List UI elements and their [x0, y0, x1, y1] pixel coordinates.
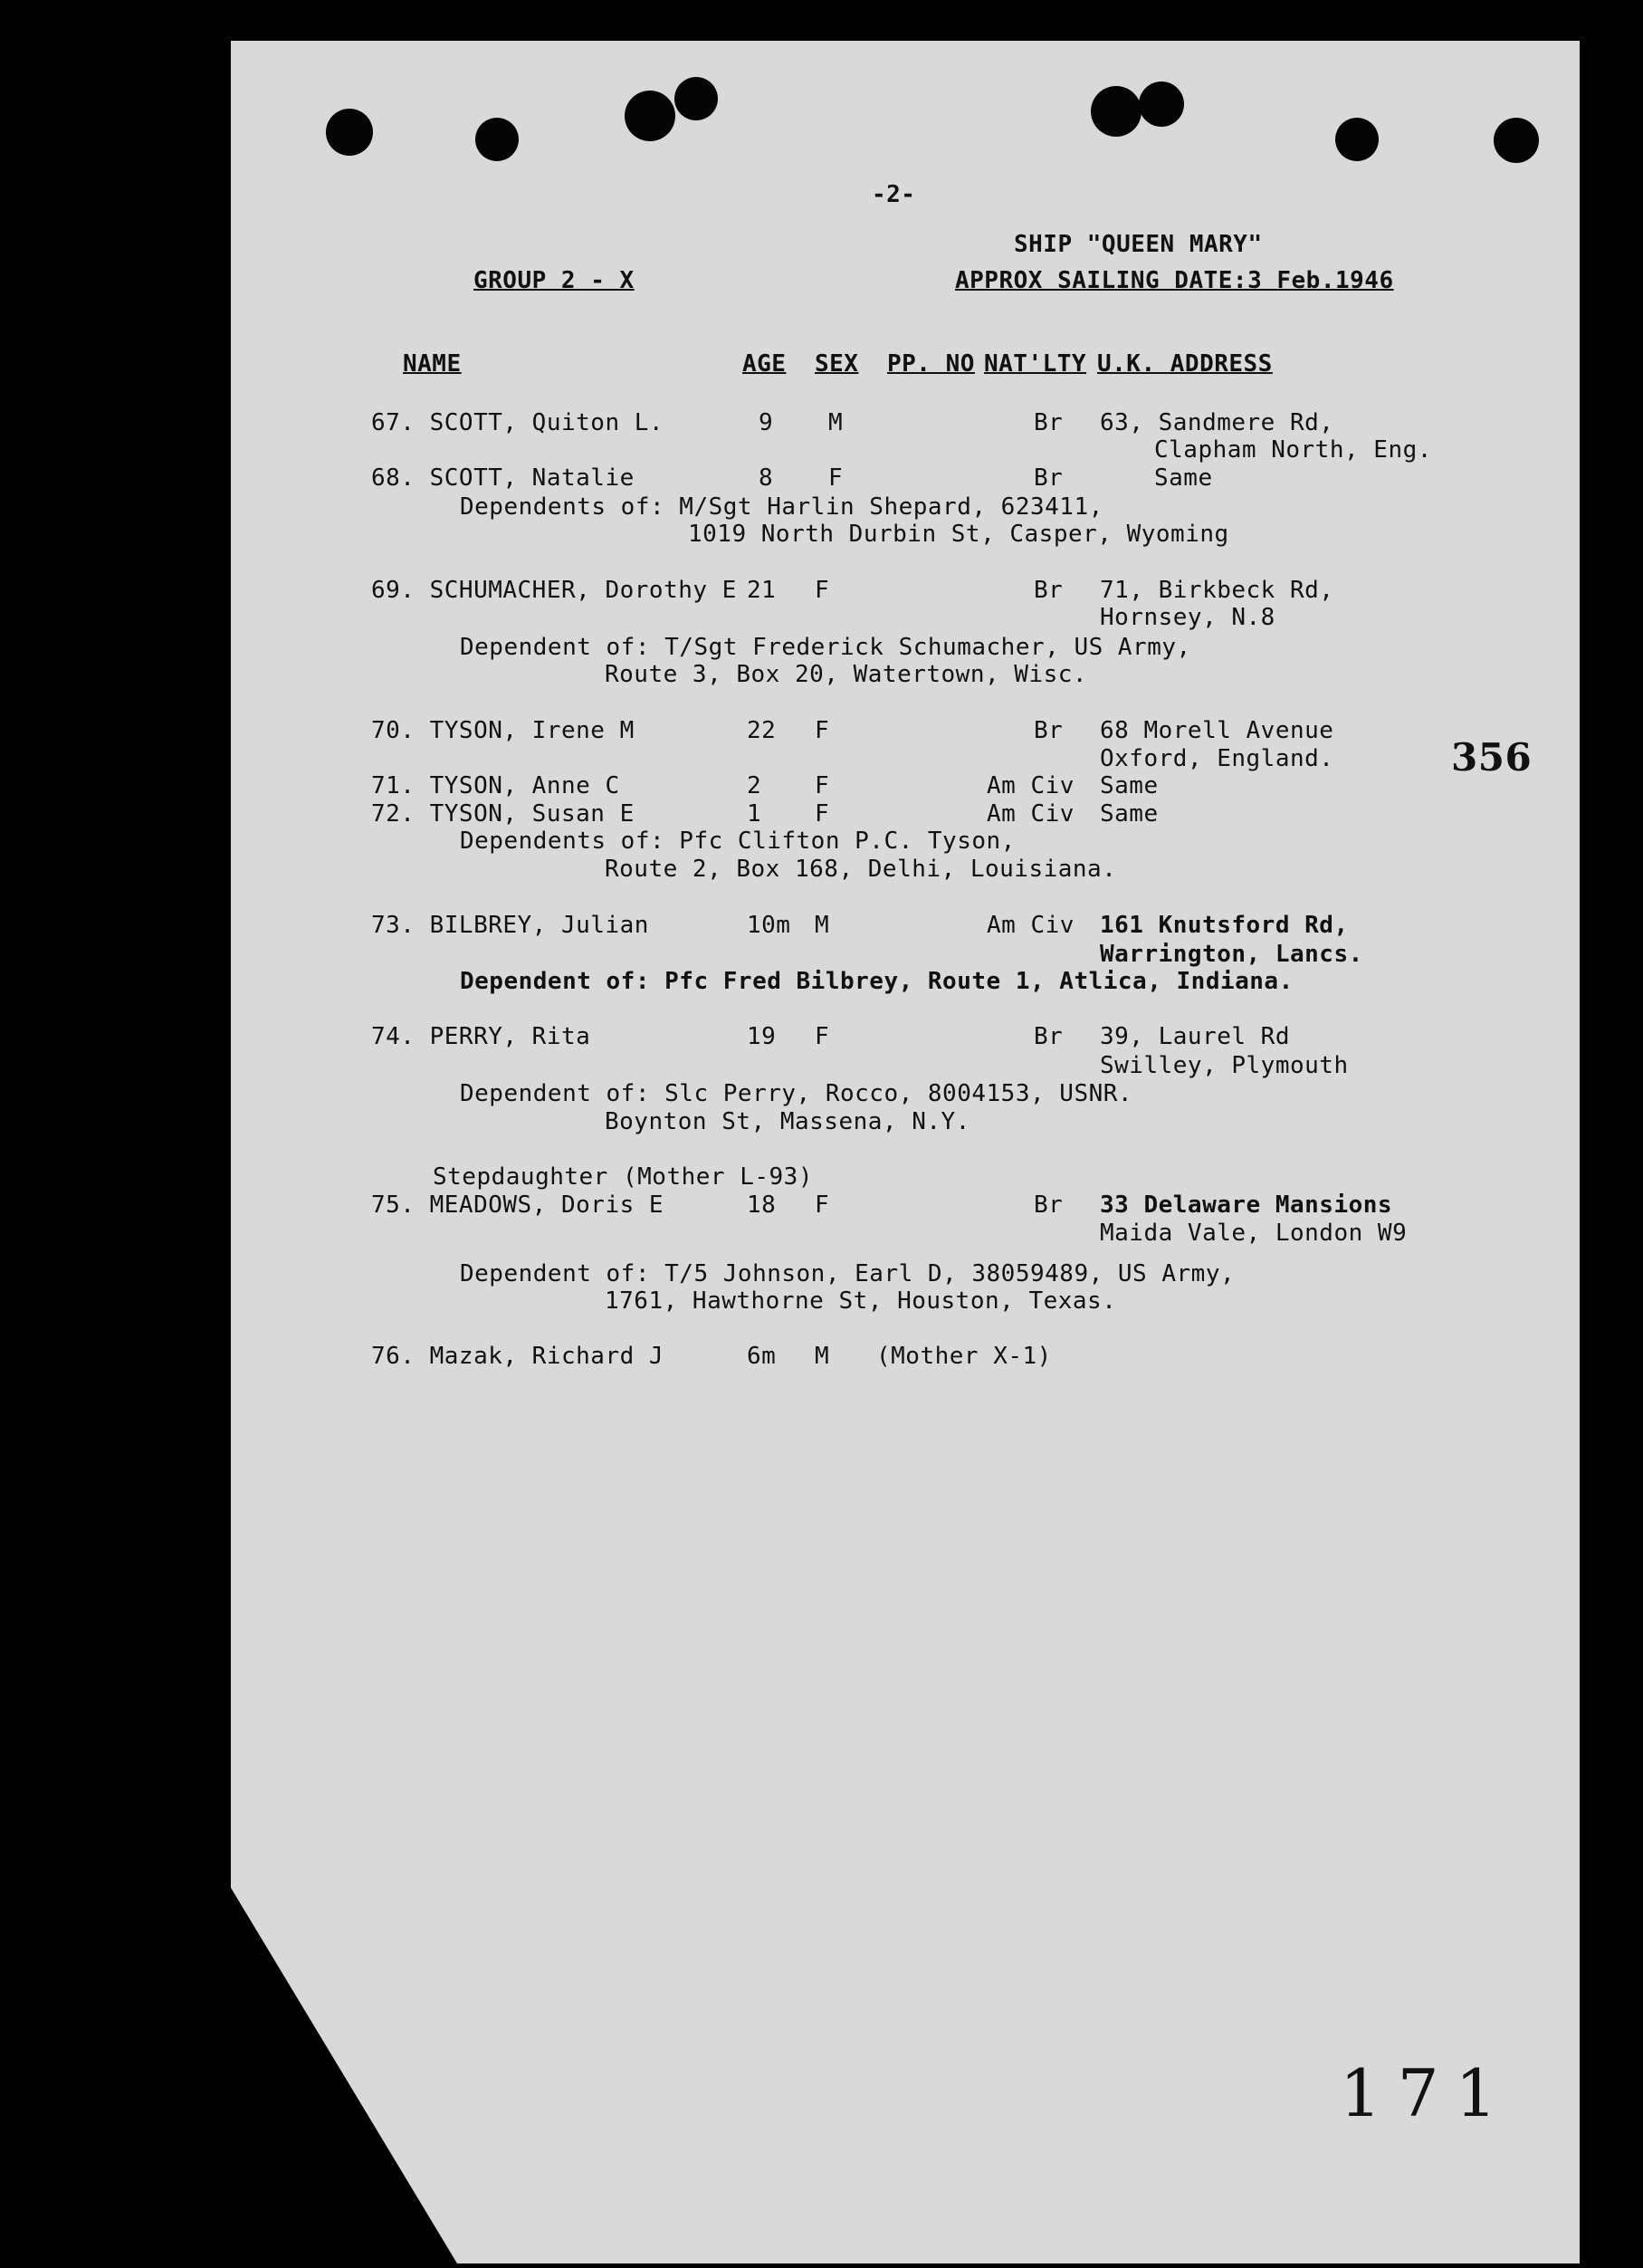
- relationship-note: Stepdaughter (Mother L-93): [433, 1163, 813, 1191]
- col-header-sex: SEX: [815, 350, 859, 378]
- entry-sex: F: [815, 577, 830, 604]
- entry-sex: F: [815, 1191, 830, 1219]
- punch-hole: [1139, 81, 1184, 127]
- entry-age: 1: [747, 800, 762, 828]
- entry-sex: M: [815, 912, 830, 939]
- entry-name: 73. BILBREY, Julian: [371, 912, 649, 939]
- col-header-name: NAME: [403, 350, 462, 378]
- dependent-line: 1761, Hawthorne St, Houston, Texas.: [605, 1287, 1117, 1315]
- dependent-line: Dependent of: Pfc Fred Bilbrey, Route 1, Atlica, Indiana.: [460, 968, 1294, 995]
- dependent-line: Dependents of: M/Sgt Harlin Shepard, 623411,: [460, 493, 1103, 521]
- punch-hole: [475, 118, 519, 161]
- entry-name: 75. MEADOWS, Doris E: [371, 1191, 664, 1219]
- entry-nationality: Br: [1034, 1023, 1064, 1050]
- entry-sex: M: [815, 1343, 830, 1370]
- dependent-line: Boynton St, Massena, N.Y.: [605, 1108, 970, 1135]
- entry-address: 63, Sandmere Rd,: [1100, 409, 1334, 436]
- entry-address: Same: [1100, 772, 1159, 799]
- dependent-line: Dependent of: T/Sgt Frederick Schumacher, US Army,: [460, 634, 1191, 661]
- handwritten-folio: 171: [1340, 2055, 1514, 2131]
- entry-address: 33 Delaware Mansions: [1100, 1191, 1393, 1219]
- entry-sex: F: [828, 464, 844, 492]
- entry-address: 68 Morell Avenue: [1100, 717, 1334, 744]
- entry-name: 74. PERRY, Rita: [371, 1023, 591, 1050]
- entry-address: Swilley, Plymouth: [1100, 1052, 1349, 1079]
- punch-hole: [326, 109, 373, 156]
- entry-address: Same: [1154, 464, 1213, 492]
- col-header-age: AGE: [742, 350, 787, 378]
- entry-address: Clapham North, Eng.: [1154, 436, 1432, 464]
- entry-nationality: Br: [1034, 464, 1064, 492]
- entry-nationality: Br: [1034, 409, 1064, 436]
- punch-hole: [1494, 118, 1539, 163]
- entry-name: 72. TYSON, Susan E: [371, 800, 635, 828]
- entry-nationality: Am Civ: [987, 800, 1075, 828]
- entry-address: Maida Vale, London W9: [1100, 1220, 1408, 1247]
- entry-age: 8: [759, 464, 774, 492]
- group-label: GROUP 2 - X: [473, 267, 635, 294]
- entry-address: 71, Birkbeck Rd,: [1100, 577, 1334, 604]
- entry-age: 10m: [747, 912, 791, 939]
- entry-age: 19: [747, 1023, 777, 1050]
- entry-address: Oxford, England.: [1100, 745, 1334, 772]
- sailing-date: APPROX SAILING DATE:3 Feb.1946: [955, 267, 1394, 294]
- entry-age: 22: [747, 717, 777, 744]
- punch-hole: [625, 91, 675, 141]
- entry-age: 21: [747, 577, 777, 604]
- entry-address: 161 Knutsford Rd,: [1100, 912, 1349, 939]
- entry-nationality: Br: [1034, 1191, 1064, 1219]
- entry-name: 68. SCOTT, Natalie: [371, 464, 635, 492]
- entry-nationality: (Mother X-1): [876, 1343, 1052, 1370]
- entry-age: 6m: [747, 1343, 777, 1370]
- entry-age: 18: [747, 1191, 777, 1219]
- entry-nationality: Br: [1034, 577, 1064, 604]
- entry-name: 76. Mazak, Richard J: [371, 1343, 664, 1370]
- page-number: -2-: [872, 181, 916, 208]
- dependent-line: Dependent of: Slc Perry, Rocco, 8004153, USNR.: [460, 1080, 1133, 1107]
- dependent-line: Route 3, Box 20, Watertown, Wisc.: [605, 661, 1088, 688]
- dependent-line: 1019 North Durbin St, Casper, Wyoming: [688, 521, 1229, 548]
- col-header-nationality: NAT'LTY: [984, 350, 1087, 378]
- col-header-address: U.K. ADDRESS: [1097, 350, 1273, 378]
- entry-age: 9: [759, 409, 774, 436]
- entry-address: 39, Laurel Rd: [1100, 1023, 1290, 1050]
- entry-name: 69. SCHUMACHER, Dorothy E: [371, 577, 737, 604]
- punch-hole: [1335, 118, 1379, 161]
- page-stamp-number: 356: [1451, 735, 1533, 780]
- ship-name: SHIP "QUEEN MARY": [1014, 231, 1263, 258]
- entry-nationality: Br: [1034, 717, 1064, 744]
- col-header-pp-no: PP. NO: [887, 350, 975, 378]
- entry-sex: F: [815, 1023, 830, 1050]
- entry-name: 71. TYSON, Anne C: [371, 772, 620, 799]
- entry-nationality: Am Civ: [987, 772, 1075, 799]
- entry-age: 2: [747, 772, 762, 799]
- dependent-line: Dependents of: Pfc Clifton P.C. Tyson,: [460, 828, 1016, 855]
- entry-name: 70. TYSON, Irene M: [371, 717, 635, 744]
- dependent-line: Route 2, Box 168, Delhi, Louisiana.: [605, 856, 1117, 883]
- entry-sex: F: [815, 717, 830, 744]
- punch-hole: [1091, 86, 1142, 137]
- entry-address: Hornsey, N.8: [1100, 604, 1275, 631]
- entry-address: Warrington, Lancs.: [1100, 941, 1363, 968]
- dependent-line: Dependent of: T/5 Johnson, Earl D, 38059489, US Army,: [460, 1260, 1236, 1287]
- entry-address: Same: [1100, 800, 1159, 828]
- entry-sex: F: [815, 772, 830, 799]
- entry-sex: M: [828, 409, 844, 436]
- punch-hole: [674, 77, 718, 120]
- entry-sex: F: [815, 800, 830, 828]
- entry-name: 67. SCOTT, Quiton L.: [371, 409, 664, 436]
- entry-nationality: Am Civ: [987, 912, 1075, 939]
